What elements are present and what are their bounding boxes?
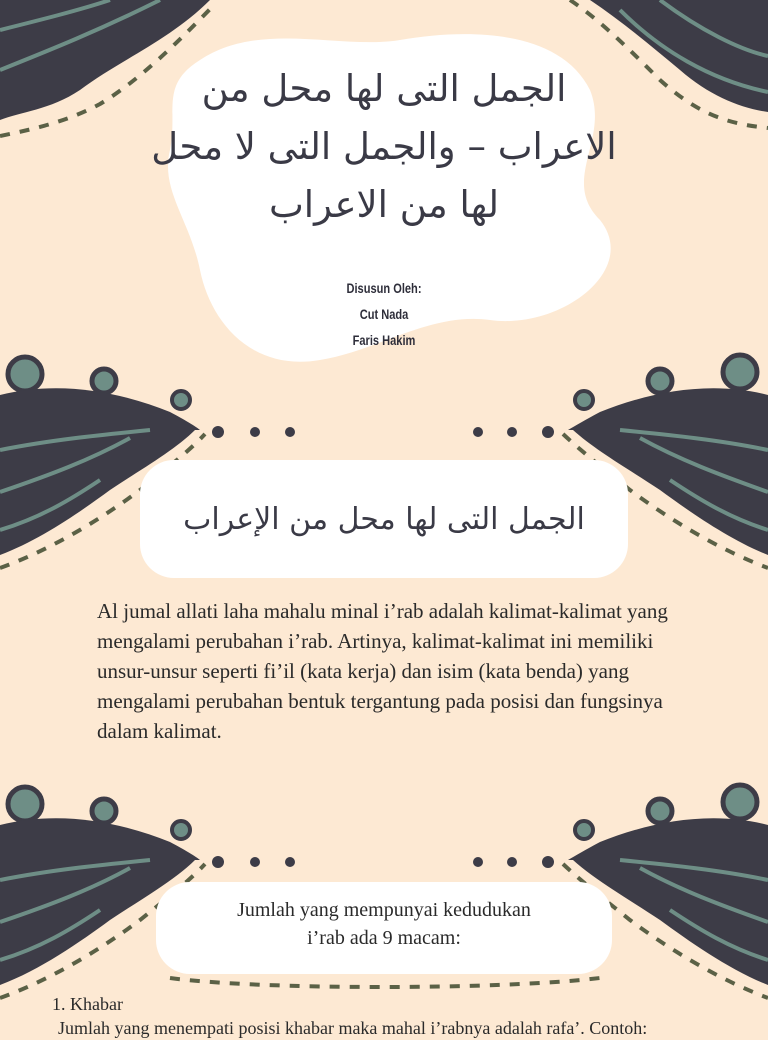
slide-3-heading-line-2: i’rab ada 9 macam: <box>307 927 461 949</box>
title-line-1: الجمل التى لها محل من <box>201 67 567 110</box>
slide-3-list <box>52 992 752 1040</box>
author-2: Faris Hakim <box>352 333 416 348</box>
slide-2-bottom-decoration <box>0 430 768 860</box>
slide-2-body: Al jumal allati laha mahalu minal i’rab adalah kalimat-kalimat yang mengalami perubahan i’rab. Artinya, kalimat-kalimat ini memiliki unsur-unsur seperti fi’il (kata kerja) dan isim (kata benda) yang mengalami perubahan bentuk tergantung pada posisi dan fungsinya dalam kalimat. <box>97 599 668 743</box>
list-item-1: 1. Khabar <box>52 994 123 1014</box>
slide-3-heading <box>156 896 612 952</box>
slide-3 <box>0 860 768 1038</box>
title-line-2: الاعراب – والجمل التى لا محل <box>151 125 617 168</box>
slide-2-heading: الجمل التى لها محل من الإعراب <box>183 501 585 537</box>
slide-2 <box>0 430 768 860</box>
title-line-3: لها من الاعراب <box>268 183 500 226</box>
authors-label: Disusun Oleh: <box>346 281 422 296</box>
slide-3-heading-line-1: Jumlah yang mempunyai kedudukan <box>237 899 531 921</box>
slide-1-title <box>80 60 688 234</box>
slide-1 <box>0 0 768 430</box>
list-item-1-description: Jumlah yang menempati posisi khabar maka mahal i’rabnya adalah rafa’. Contoh: <box>58 1018 648 1038</box>
author-1: Cut Nada <box>359 307 409 322</box>
authors-block <box>261 276 507 354</box>
